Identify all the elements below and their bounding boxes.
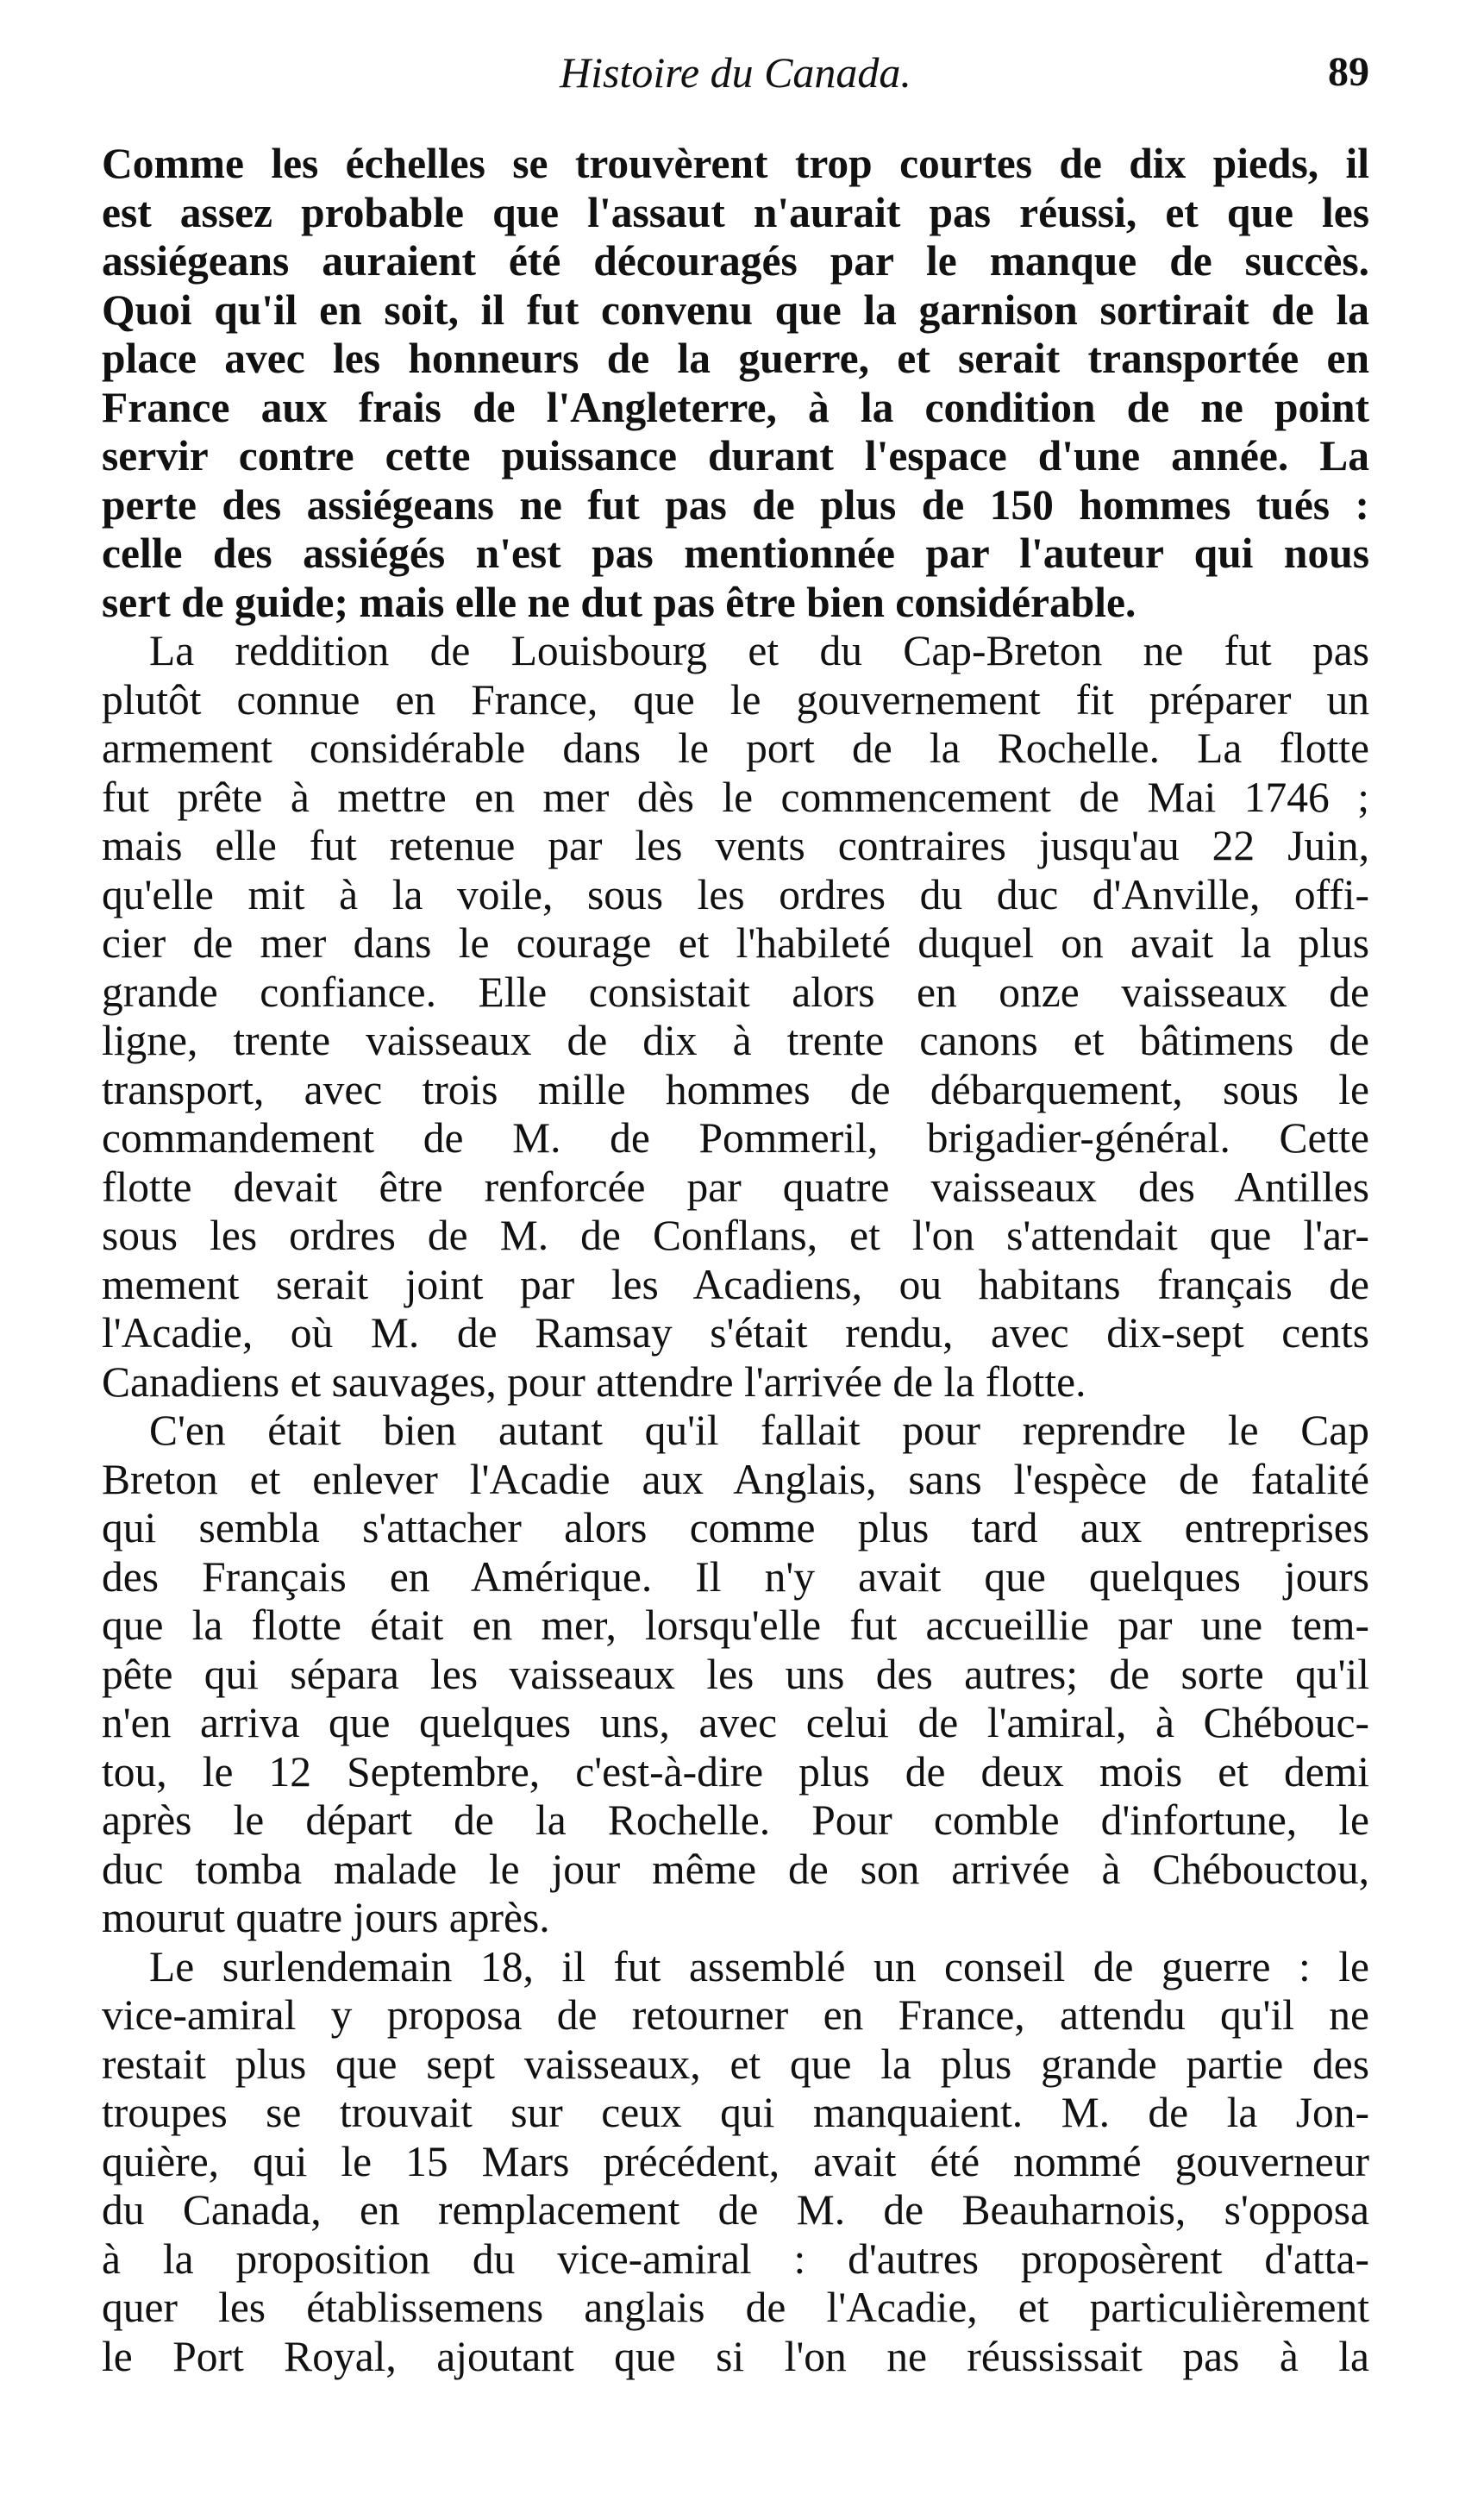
text-line: restait plus que sept vaisseaux, et que la plus grande partie des xyxy=(102,2040,1369,2088)
text-line: qu'elle mit à la voile, sous les ordres du duc d'Anville, offi- xyxy=(102,870,1369,918)
text-line: quer les établissemens anglais de l'Acadie, et particulièrement xyxy=(102,2284,1369,2331)
body-text xyxy=(102,140,1369,2381)
text-line: l'Acadie, où M. de Ramsay s'était rendu, avec dix-sept cents xyxy=(102,1309,1369,1357)
text-line: flotte devait être renforcée par quatre vaisseaux des Antilles xyxy=(102,1163,1369,1211)
text-line: vice-amiral y proposa de retourner en France, attendu qu'il ne xyxy=(102,1991,1369,2039)
paragraph-first-line: C'en était bien autant qu'il fallait pour reprendre le Cap xyxy=(149,1407,1369,1454)
running-title: Histoire du Canada. xyxy=(560,48,911,97)
text-line: qui sembla s'attacher alors comme plus tard aux entreprises xyxy=(102,1504,1369,1551)
text-line: pête qui sépara les vaisseaux les uns des autres; de sorte qu'il xyxy=(102,1650,1369,1698)
text-line: Comme les échelles se trouvèrent trop courtes de dix pieds, il xyxy=(102,140,1369,187)
text-line: tou, le 12 Septembre, c'est-à-dire plus de deux mois et demi xyxy=(102,1747,1369,1796)
text-line: après le départ de la Rochelle. Pour comble d'infortune, le xyxy=(102,1796,1369,1844)
text-line: transport, avec trois mille hommes de débarquement, sous le xyxy=(102,1065,1369,1113)
paragraph-first-line: La reddition de Louisbourg et du Cap-Breton ne fut pas xyxy=(149,627,1369,674)
text-line: Quoi qu'il en soit, il fut convenu que la garnison sortirait de la xyxy=(102,285,1369,334)
text-line: du Canada, en remplacement de M. de Beauharnois, s'opposa xyxy=(102,2186,1369,2234)
text-line: le Port Royal, ajoutant que si l'on ne réussissait pas à la xyxy=(102,2332,1369,2380)
page-header xyxy=(102,47,1369,98)
text-line: armement considérable dans le port de la Rochelle. La flotte xyxy=(102,724,1369,772)
text-line: servir contre cette puissance durant l'espace d'une année. La xyxy=(102,432,1369,479)
page-number: 89 xyxy=(1328,49,1369,95)
paragraph-first-line: Le surlendemain 18, il fut assemblé un conseil de guerre : le xyxy=(149,1942,1369,1990)
text-line: Canadiens et sauvages, pour attendre l'arrivée de la flotte. xyxy=(102,1357,1086,1406)
text-line: mement serait joint par les Acadiens, ou habitans français de xyxy=(102,1260,1369,1308)
text-line: France aux frais de l'Angleterre, à la condition de ne point xyxy=(102,383,1369,431)
text-line: quière, qui le 15 Mars précédent, avait été nommé gouverneur xyxy=(102,2137,1369,2185)
text-line: duc tomba malade le jour même de son arrivée à Chébouctou, xyxy=(102,1845,1369,1893)
text-line: cier de mer dans le courage et l'habileté duquel on avait la plus xyxy=(102,919,1369,967)
text-line: grande confiance. Elle consistait alors en onze vaisseaux de xyxy=(102,968,1369,1016)
text-line: à la proposition du vice-amiral : d'autres proposèrent d'atta- xyxy=(102,2234,1369,2283)
text-line: commandement de M. de Pommeril, brigadier-général. Cette xyxy=(102,1114,1369,1162)
text-line: n'en arriva que quelques uns, avec celui de l'amiral, à Chébouc- xyxy=(102,1699,1369,1746)
text-line: est assez probable que l'assaut n'aurait pas réussi, et que les xyxy=(102,188,1369,236)
text-line: que la flotte était en mer, lorsqu'elle fut accueillie par une tem- xyxy=(102,1601,1369,1649)
text-line: perte des assiégeans ne fut pas de plus de 150 hommes tués : xyxy=(102,480,1369,529)
text-line: mais elle fut retenue par les vents contraires jusqu'au 22 Juin, xyxy=(102,822,1369,869)
text-line: fut prête à mettre en mer dès le commencement de Mai 1746 ; xyxy=(102,773,1369,821)
text-line: Breton et enlever l'Acadie aux Anglais, sans l'espèce de fatalité xyxy=(102,1455,1369,1503)
text-line: assiégeans auraient été découragés par le manque de succès. xyxy=(102,237,1369,285)
text-line: plutôt connue en France, que le gouvernement fit préparer un xyxy=(102,675,1369,724)
text-line: celle des assiégés n'est pas mentionnée par l'auteur qui nous xyxy=(102,530,1369,577)
text-line: troupes se trouvait sur ceux qui manquaient. M. de la Jon- xyxy=(102,2089,1369,2136)
text-line: sert de guide; mais elle ne dut pas être bien considérable. xyxy=(102,578,1136,626)
text-line: place avec les honneurs de la guerre, et serait transportée en xyxy=(102,335,1369,382)
text-line: sous les ordres de M. de Conflans, et l'on s'attendait que l'ar- xyxy=(102,1212,1369,1259)
text-line: mourut quatre jours après. xyxy=(102,1894,550,1941)
text-line: ligne, trente vaisseaux de dix à trente canons et bâtimens de xyxy=(102,1017,1369,1064)
text-line: des Français en Amérique. Il n'y avait que quelques jours xyxy=(102,1552,1369,1601)
